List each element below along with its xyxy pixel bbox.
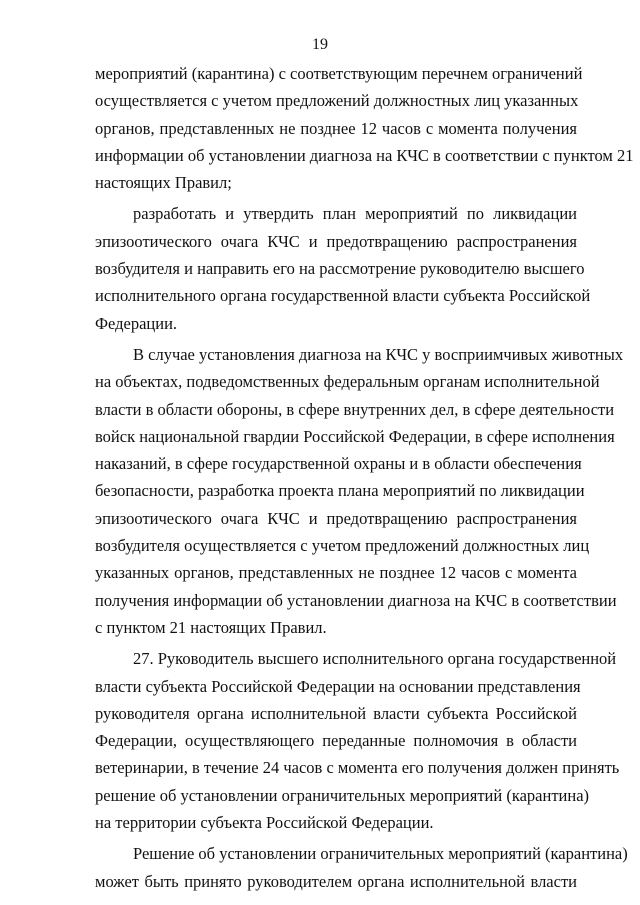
text-line: власти в области обороны, в сфере внутренних дел, в сфере деятельности	[95, 399, 615, 419]
page-number: 19	[312, 36, 328, 53]
text-line: на объектах, подведомственных федеральным органам исполнительной	[95, 372, 600, 392]
text-line: безопасности, разработка проекта плана мероприятий по ликвидации	[95, 481, 585, 501]
text-line: Федерации.	[95, 313, 178, 333]
text-line: наказаний, в сфере государственной охраны и в области обеспечения	[95, 454, 582, 474]
text-line: информации об установлении диагноза на КЧС в соответствии с пунктом 21	[95, 145, 634, 165]
text-line: осуществляется с учетом предложений должностных лиц указанных	[95, 91, 579, 111]
text-line: Решение об установлении ограничительных мероприятий (карантина)	[133, 844, 628, 864]
text-line: исполнительного органа государственной власти субъекта Российской	[95, 286, 591, 306]
text-line: возбудителя и направить его на рассмотрение руководителю высшего	[95, 259, 585, 279]
text-line: Федерации, осуществляющего переданные полномочия в области	[95, 731, 577, 751]
text-line: органов, представленных не позднее 12 часов с момента получения	[95, 118, 577, 138]
text-line: настоящих Правил;	[95, 173, 232, 193]
text-line: эпизоотического очага КЧС и предотвращению распространения	[95, 231, 577, 251]
text-line: ветеринарии, в течение 24 часов с момента его получения должен принять	[95, 758, 620, 778]
text-line: с пунктом 21 настоящих Правил.	[95, 617, 327, 637]
text-line: 27. Руководитель высшего исполнительного органа государственной	[133, 649, 617, 669]
text-line: руководителя органа исполнительной власти субъекта Российской	[95, 703, 577, 723]
text-line: решение об установлении ограничительных мероприятий (карантина)	[95, 785, 590, 805]
text-line: войск национальной гвардии Российской Федерации, в сфере исполнения	[95, 426, 615, 446]
text-line: на территории субъекта Российской Федерации.	[95, 813, 434, 833]
text-line: мероприятий (карантина) с соответствующим перечнем ограничений	[95, 64, 583, 83]
text-line: получения информации об установлении диагноза на КЧС в соответствии	[95, 590, 617, 610]
text-line: разработать и утвердить план мероприятий по ликвидации	[133, 204, 577, 224]
text-line: возбудителя осуществляется с учетом предложений должностных лиц	[95, 536, 590, 556]
text-line: власти субъекта Российской Федерации на основании представления	[95, 676, 581, 696]
text-line: может быть принято руководителем органа исполнительной власти	[95, 871, 577, 891]
text-line: эпизоотического очага КЧС и предотвращению распространения	[95, 508, 577, 528]
document-body	[95, 60, 634, 895]
text-line: В случае установления диагноза на КЧС у восприимчивых животных	[133, 344, 624, 364]
text-line: указанных органов, представленных не позднее 12 часов с момента	[95, 563, 577, 583]
